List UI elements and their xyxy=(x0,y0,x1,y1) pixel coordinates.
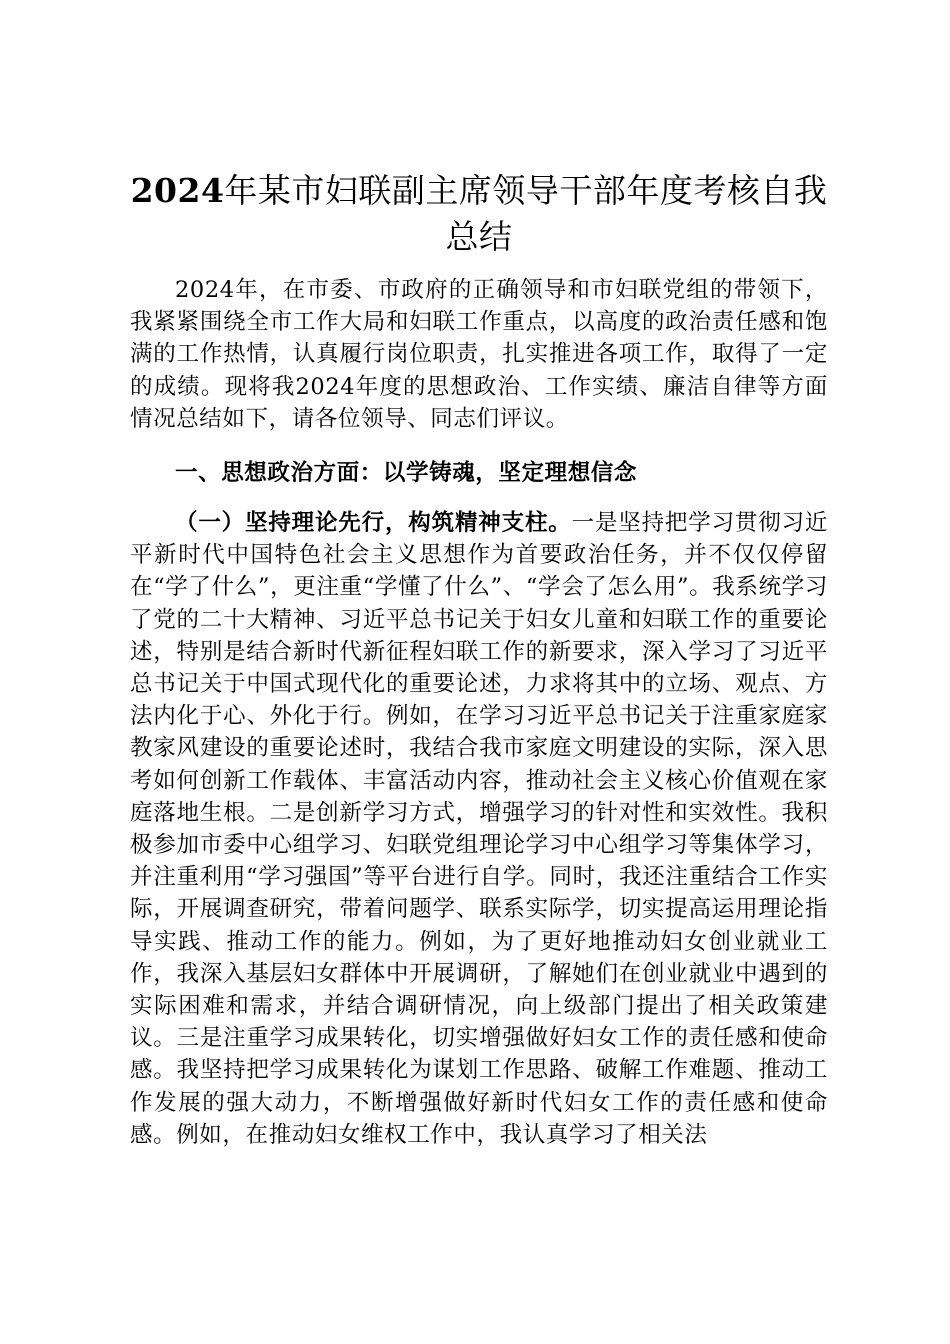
document-title xyxy=(130,168,828,260)
section-heading: 一、思想政治方面：以学铸魂，坚定理想信念 xyxy=(175,460,638,487)
subsection-body: 一是坚持把学习贯彻习近平新时代中国特色社会主义思想作为首要政治任务，并不仅仅停留在“学了什么”，更注重“学懂了什么”、“学会了怎么用”。我系统学习了党的二十大精神、习近平总书记关于妇女儿童和妇联工作的重要论述，特别是结合新时代新征程妇联工作的新要求，深入学习了习近平总书记关于中国式现代化的重要论述，力求将其中的立场、观点、方法内化于心、外化于行。例如，在学习习近平总书记关于注重家庭家教家风建设的重要论述时，我结合我市家庭文明建设的实际，深入思考如何创新工作载体、丰富活动内容，推动社会主义核心价值观在家庭落地生根。二是创新学习方式，增强学习的针对性和实效性。我积极参加市委中心组学习、妇联党组理论学习中心组学习等集体学习，并注重利用“学习强国”等平台进行自学。同时，我还注重结合工作实际，开展调查研究，带着问题学、联系实际学，切实提高运用理论指导实践、推动工作的能力。例如，为了更好地推动妇女创业就业工作，我深入基层妇女群体中开展调研，了解她们在创业就业中遇到的实际困难和需求，并结合调研情况，向上级部门提出了相关政策建议。三是注重学习成果转化，切实增强做好妇女工作的责任感和使命感。我坚持把学习成果转化为谋划工作思路、破解工作难题、推动工作发展的强大动力，不断增强做好新时代妇女工作的责任感和使命感。例如，在推动妇女维权工作中，我认真学习了相关法 xyxy=(130,510,829,1148)
subsection-lead: （一）坚持理论先行，构筑精神支柱。 xyxy=(175,510,572,537)
subsection-paragraph xyxy=(130,507,828,1151)
title-text: 年某市妇联副主席领导干部年度考核自我总结 xyxy=(224,171,828,256)
intro-paragraph: 2024年，在市委、市政府的正确领导和市妇联党组的带领下，我紧紧围绕全市工作大局和妇联工作重点，以高度的政治责任感和饱满的工作热情，认真履行岗位职责，扎实推进各项工作，取得了一定的成绩。现将我2024年度的思想政治、工作实绩、廉洁自律等方面情况总结如下，请各位领导、同志们评议。 xyxy=(130,277,828,432)
title-year: 2024 xyxy=(130,171,225,210)
document-page xyxy=(130,168,828,1151)
